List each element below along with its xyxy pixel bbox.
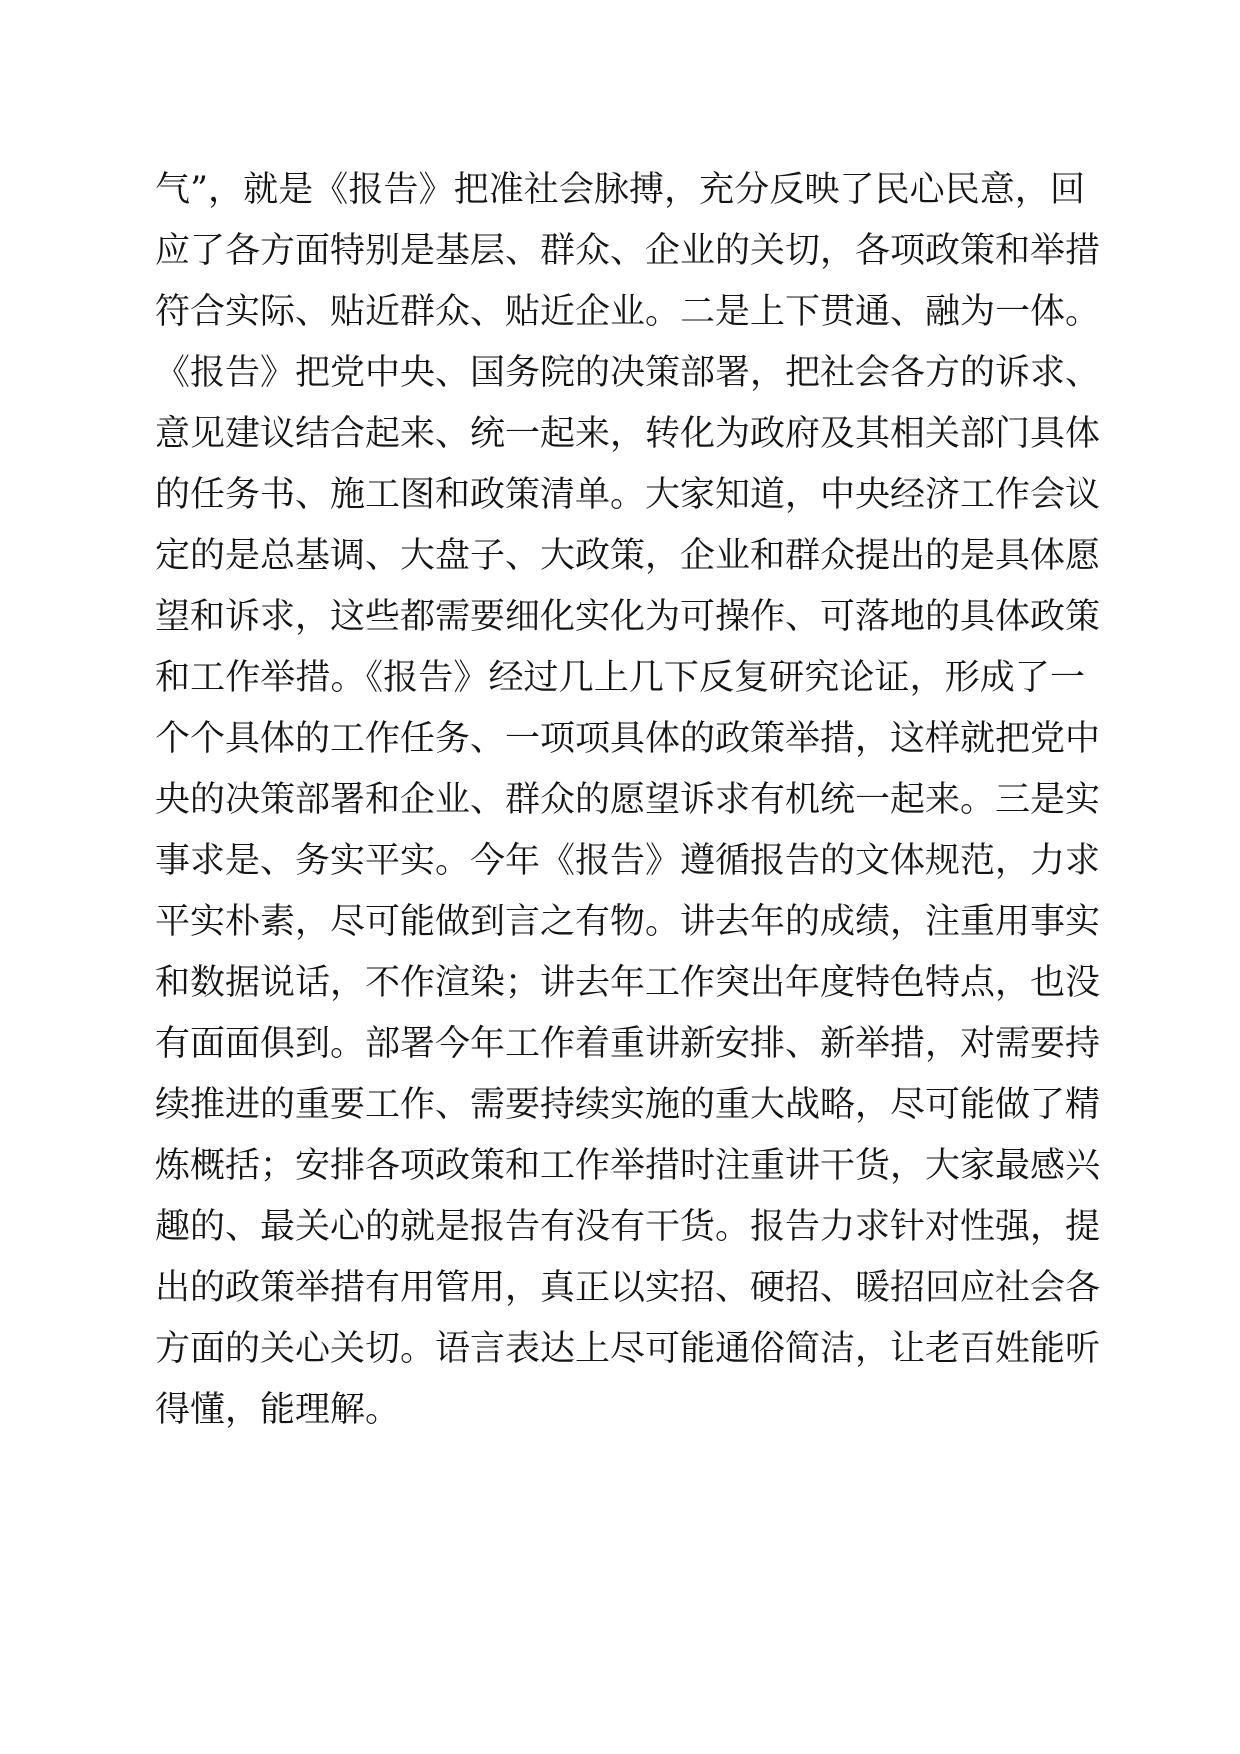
text-line-3: 符合实际、贴近群众、贴近企业。二是上下贯通、融为一体。 (155, 292, 1101, 332)
text-line-14: 和数据说话，不作渲染；讲去年工作突出年度特色特点，也没 (155, 963, 1101, 1003)
text-line-19: 出的政策举措有用管用，真正以实招、硬招、暖招回应社会各 (155, 1268, 1101, 1308)
text-line-11: 央的决策部署和企业、群众的愿望诉求有机统一起来。三是实 (155, 780, 1101, 820)
text-line-10: 个个具体的工作任务、一项项具体的政策举措，这样就把党中 (155, 719, 1101, 759)
text-line-8: 望和诉求，这些都需要细化实化为可操作、可落地的具体政策 (155, 597, 1101, 637)
text-line-1: 气”，就是《报告》把准社会脉搏，充分反映了民心民意，回 (155, 170, 1085, 210)
text-line-20: 方面的关心关切。语言表达上尽可能通俗简洁，让老百姓能听 (155, 1329, 1101, 1369)
text-line-16: 续推进的重要工作、需要持续实施的重大战略，尽可能做了精 (155, 1085, 1101, 1125)
text-line-12: 事求是、务实平实。今年《报告》遵循报告的文体规范，力求 (155, 841, 1101, 881)
text-line-6: 的任务书、施工图和政策清单。大家知道，中央经济工作会议 (155, 475, 1101, 515)
text-line-9: 和工作举措。《报告》经过几上几下反复研究论证，形成了一 (155, 658, 1085, 698)
text-line-21: 得懂，能理解。 (155, 1390, 401, 1430)
text-line-5: 意见建议结合起来、统一起来，转化为政府及其相关部门具体 (155, 414, 1101, 454)
text-line-7: 定的是总基调、大盘子、大政策，企业和群众提出的是具体愿 (155, 536, 1101, 576)
text-line-13: 平实朴素，尽可能做到言之有物。讲去年的成绩，注重用事实 (155, 902, 1101, 942)
text-line-15: 有面面俱到。部署今年工作着重讲新安排、新举措，对需要持 (155, 1024, 1101, 1064)
text-line-4: 《报告》把党中央、国务院的决策部署，把社会各方的诉求、 (155, 353, 1101, 393)
text-line-18: 趣的、最关心的就是报告有没有干货。报告力求针对性强，提 (155, 1207, 1101, 1247)
text-line-2: 应了各方面特别是基层、群众、企业的关切，各项政策和举措 (155, 231, 1101, 271)
body-paragraph (155, 160, 1101, 1441)
text-line-17: 炼概括；安排各项政策和工作举措时注重讲干货，大家最感兴 (155, 1146, 1101, 1186)
